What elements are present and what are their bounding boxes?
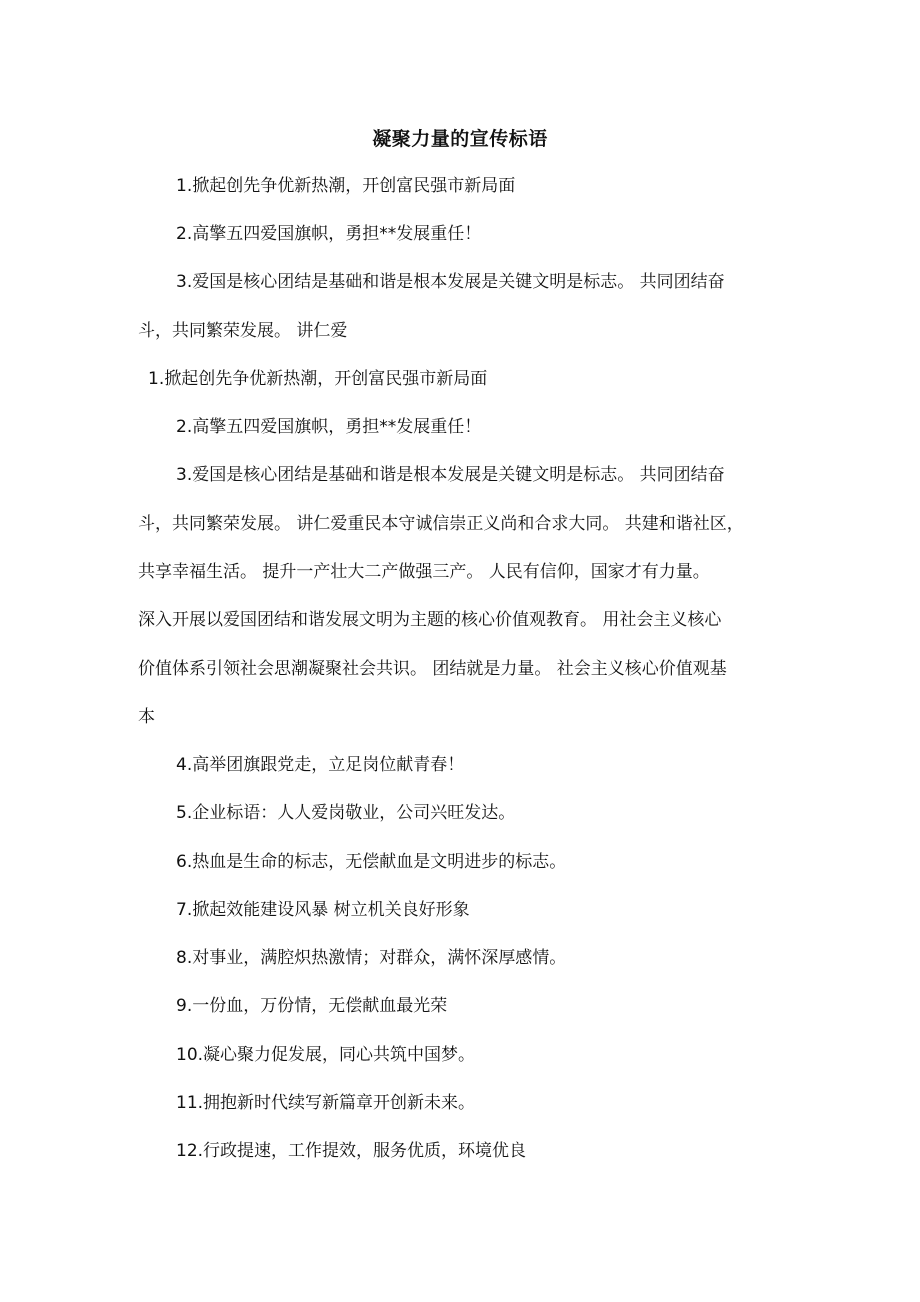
slogan-line: 斗，共同繁荣发展。 讲仁爱重民本守诚信崇正义尚和合求大同。 共建和谐社区， xyxy=(138,514,744,534)
slogan-line: 价值体系引领社会思潮凝聚社会共识。 团结就是力量。 社会主义核心价值观基 xyxy=(138,659,727,679)
slogan-line: 1.掀起创先争优新热潮，开创富民强市新局面 xyxy=(176,176,516,196)
slogan-line: 深入开展以爱国团结和谐发展文明为主题的核心价值观教育。 用社会主义核心 xyxy=(138,610,722,630)
document-title: 凝聚力量的宣传标语 xyxy=(372,128,548,150)
slogan-line: 10.凝心聚力促发展，同心共筑中国梦。 xyxy=(176,1045,476,1065)
slogan-line: 3.爱国是核心团结是基础和谐是根本发展是关键文明是标志。 共同团结奋 xyxy=(176,465,725,485)
slogan-line: 8.对事业，满腔炽热激情；对群众，满怀深厚感情。 xyxy=(176,948,567,968)
slogan-line: 4.高举团旗跟党走，立足岗位献青春！ xyxy=(176,755,465,775)
slogan-line: 1.掀起创先争优新热潮，开创富民强市新局面 xyxy=(148,369,488,389)
slogan-line: 5.企业标语：人人爱岗敬业，公司兴旺发达。 xyxy=(176,803,516,823)
slogan-line: 12.行政提速，工作提效，服务优质，环境优良 xyxy=(176,1141,527,1161)
slogan-line: 7.掀起效能建设风暴 树立机关良好形象 xyxy=(176,900,470,920)
slogan-line: 本 xyxy=(138,707,155,727)
slogan-line: 2.高擎五四爱国旗帜，勇担**发展重任！ xyxy=(176,224,482,244)
slogan-line: 2.高擎五四爱国旗帜，勇担**发展重任！ xyxy=(176,417,482,437)
slogan-line: 9.一份血，万份情，无偿献血最光荣 xyxy=(176,996,448,1016)
slogan-line: 11.拥抱新时代续写新篇章开创新未来。 xyxy=(176,1093,476,1113)
slogan-line: 斗，共同繁荣发展。 讲仁爱 xyxy=(138,321,348,341)
slogan-line: 6.热血是生命的标志，无偿献血是文明进步的标志。 xyxy=(176,852,567,872)
slogan-line: 3.爱国是核心团结是基础和谐是根本发展是关键文明是标志。 共同团结奋 xyxy=(176,272,725,292)
slogan-line: 共享幸福生活。 提升一产壮大二产做强三产。 人民有信仰，国家才有力量。 xyxy=(138,562,710,582)
